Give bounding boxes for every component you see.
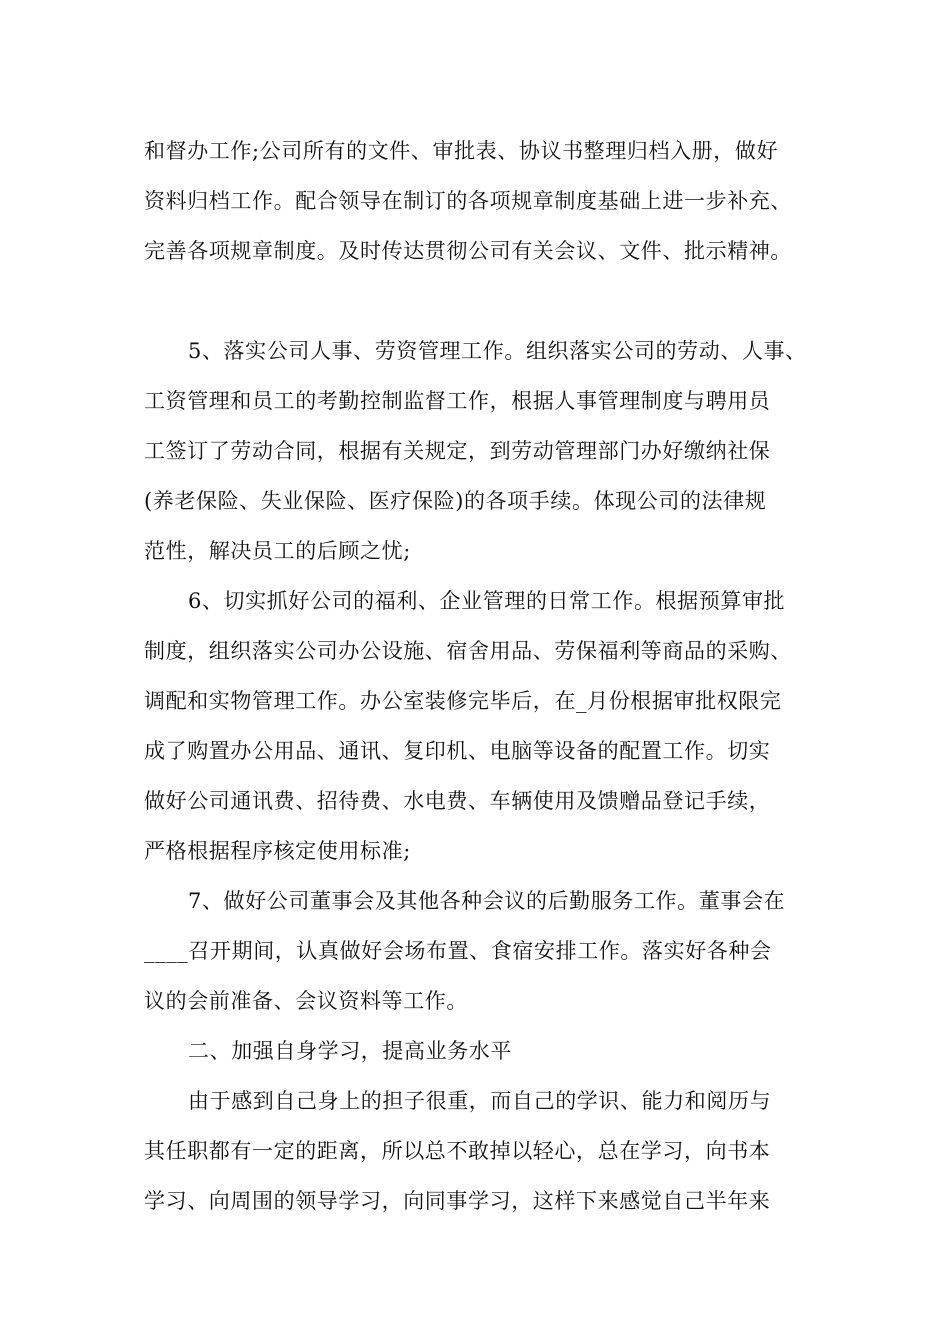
text-line: 制度，组织落实公司办公设施、宿舍用品、劳保福利等商品的采购、 [144, 639, 792, 663]
text-line: (养老保险、失业保险、医疗保险)的各项手续。体现公司的法律规 [144, 489, 767, 513]
text-line: 完善各项规章制度。及时传达贯彻公司有关会议、文件、批示精神。 [144, 239, 792, 263]
paragraph-5-start: 5、落实公司人事、劳资管理工作。组织落实公司的劳动、人事、 [188, 339, 807, 363]
text-line: 和督办工作;公司所有的文件、审批表、协议书整理归档入册，做好 [144, 139, 779, 163]
text-line: 其任职都有一定的距离，所以总不敢掉以轻心，总在学习，向书本 [144, 1139, 771, 1163]
text-line: 资料归档工作。配合领导在制订的各项规章制度基础上进一步补充、 [144, 189, 792, 213]
paragraph-6-start: 6、切实抓好公司的福利、企业管理的日常工作。根据预算审批 [188, 589, 786, 613]
text-line: 议的会前准备、会议资料等工作。 [144, 989, 468, 1013]
text-line: 工签订了劳动合同，根据有关规定，到劳动管理部门办好缴纳社保 [144, 439, 771, 463]
paragraph-7-start: 7、做好公司董事会及其他各种会议的后勤服务工作。董事会在 [188, 889, 786, 913]
section-heading: 二、加强自身学习，提高业务水平 [188, 1039, 512, 1063]
paragraph-start: 由于感到自己身上的担子很重，而自己的学识、能力和阅历与 [188, 1089, 772, 1113]
text-line: 范性，解决员工的后顾之忧; [144, 539, 411, 563]
text-line: 成了购置办公用品、通讯、复印机、电脑等设备的配置工作。切实 [144, 739, 771, 763]
text-line: 学习、向周围的领导学习，向同事学习，这样下来感觉自己半年来 [144, 1189, 771, 1213]
text-line: 做好公司通讯费、招待费、水电费、车辆使用及馈赠品登记手续， [144, 789, 771, 813]
text-line: 调配和实物管理工作。办公室装修完毕后，在_月份根据审批权限完 [144, 689, 782, 713]
text-line: 严格根据程序核定使用标准; [144, 839, 411, 863]
text-line: 工资管理和员工的考勤控制监督工作，根据人事管理制度与聘用员 [144, 389, 771, 413]
text-line: ____召开期间，认真做好会场布置、食宿安排工作。落实好各种会 [144, 939, 772, 963]
